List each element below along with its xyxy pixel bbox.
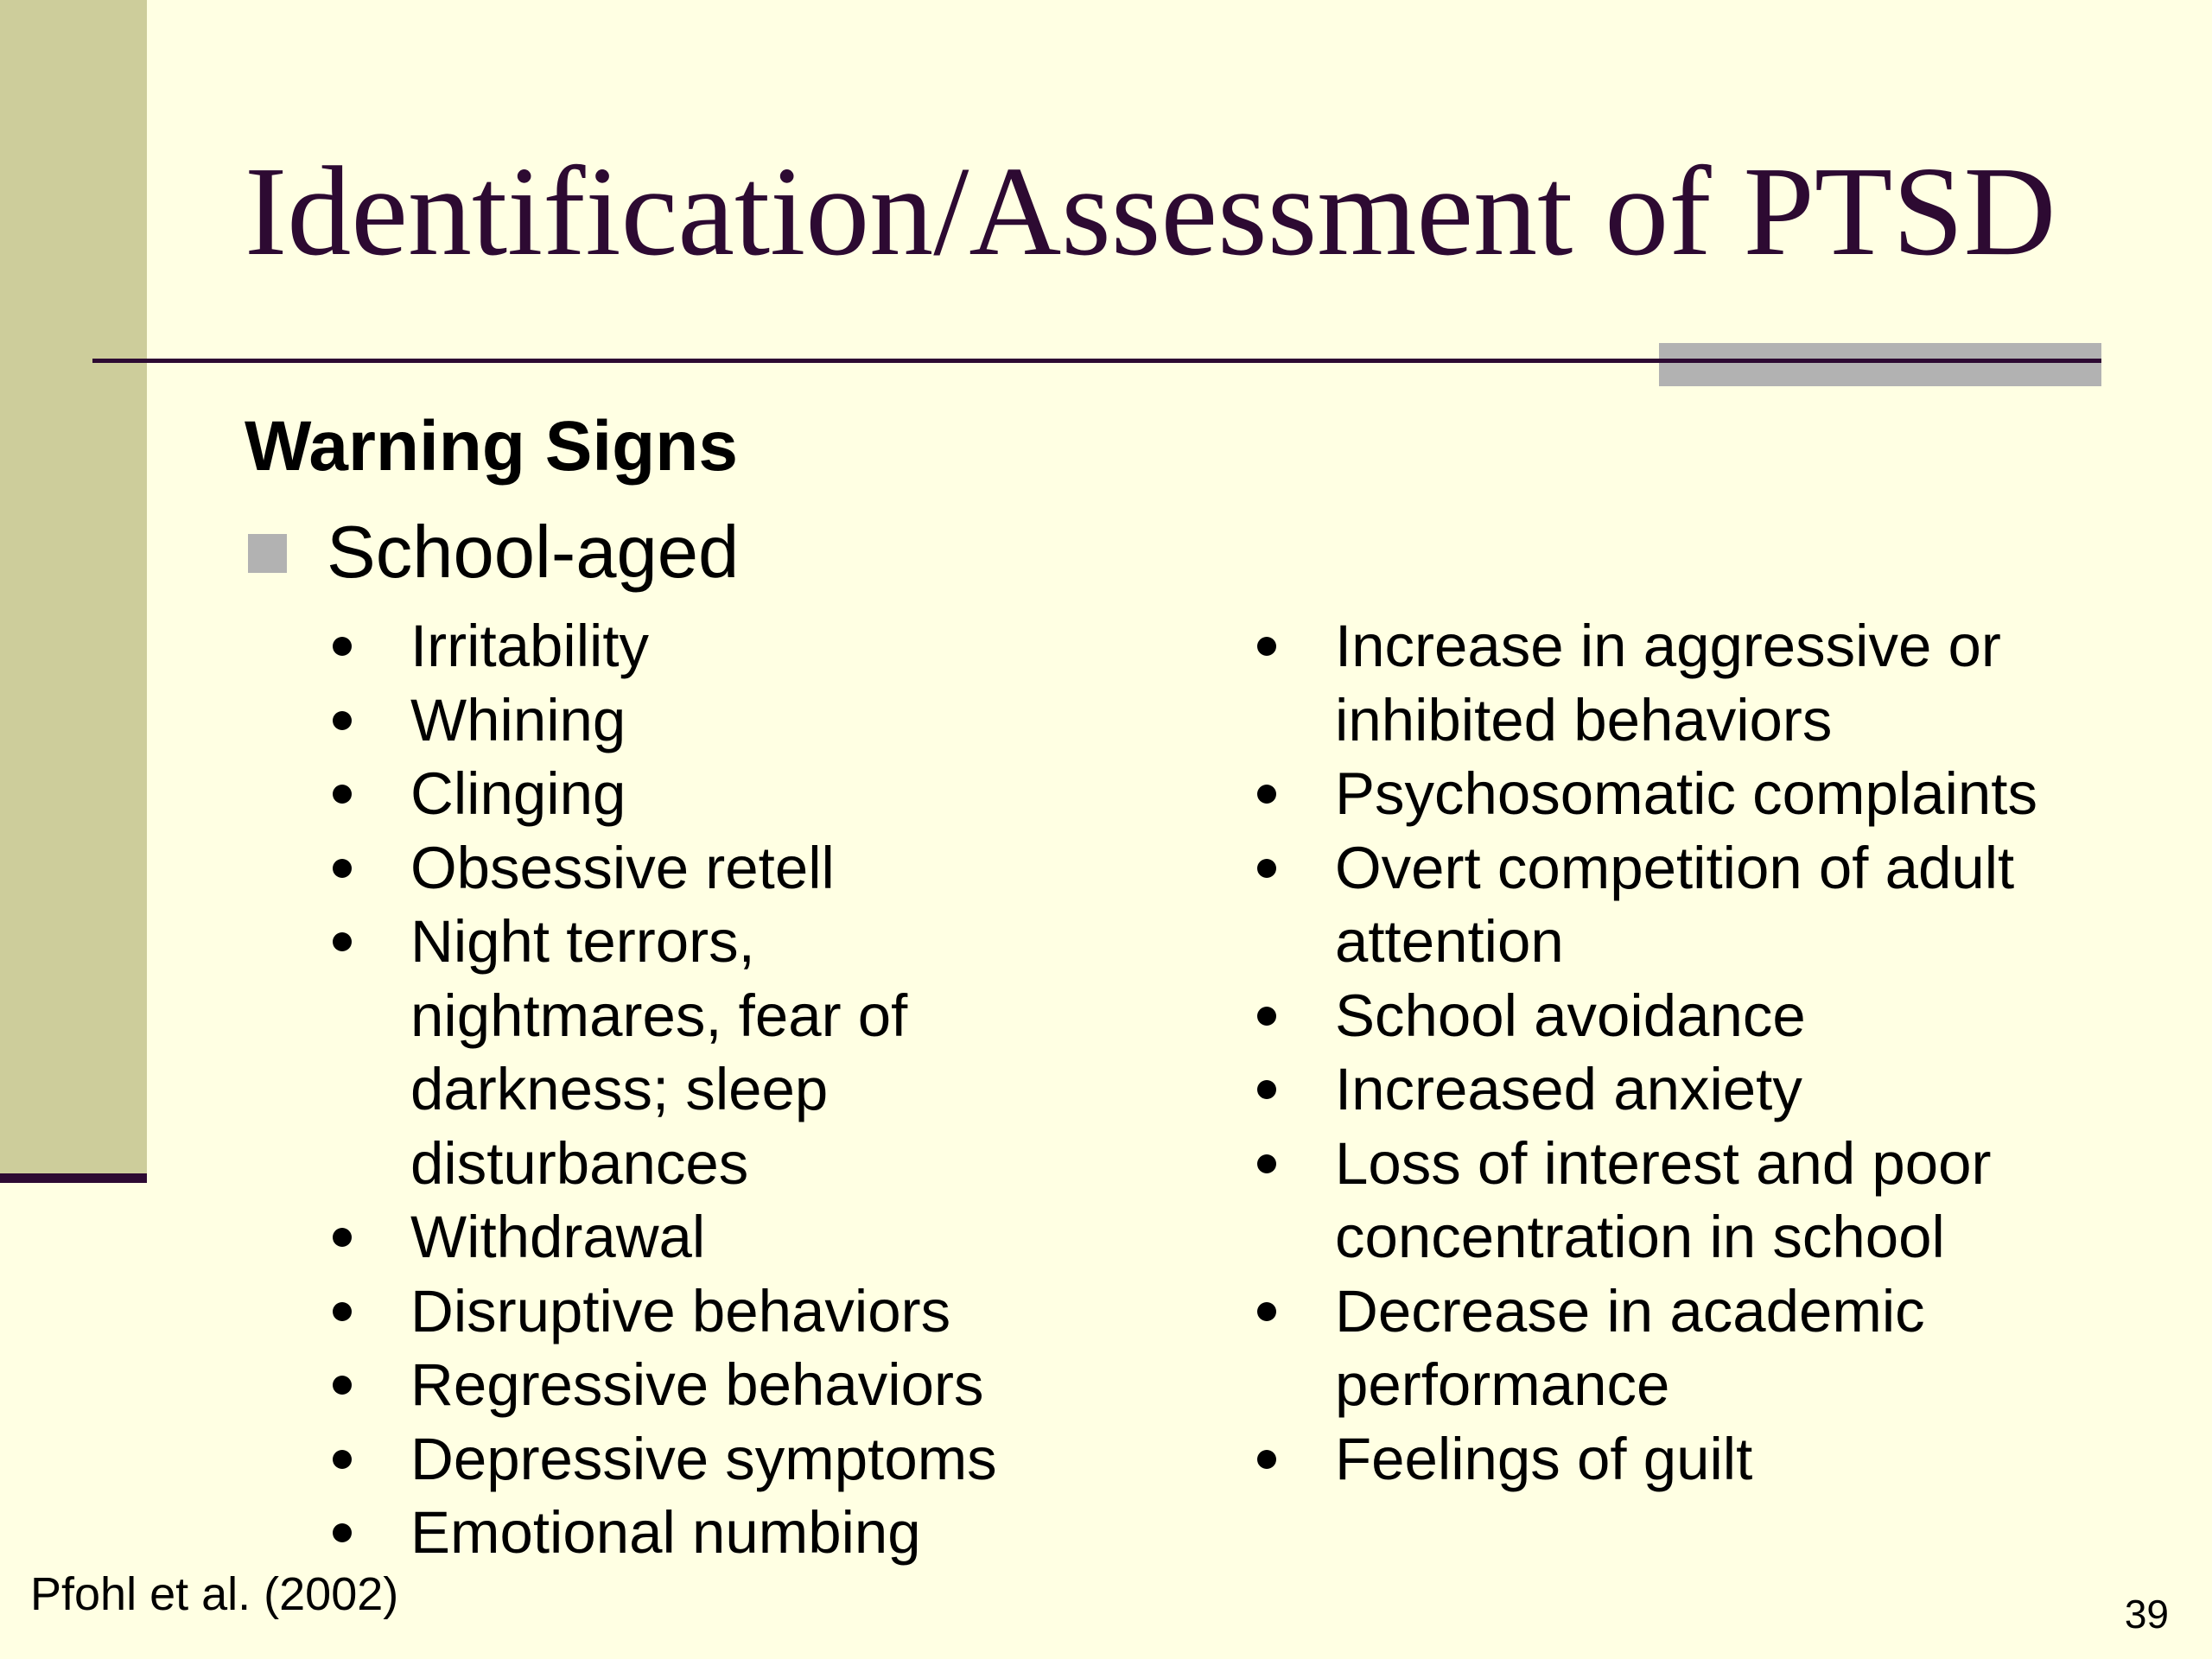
list-item-text: Loss of interest and poor concentration in school	[1335, 1129, 1992, 1270]
list-item	[324, 683, 1188, 758]
sub-heading: School-aged	[327, 512, 740, 594]
page-number: 39	[2124, 1592, 2169, 1637]
bullet-dot-icon	[333, 1523, 352, 1542]
bullet-dot-icon	[333, 1450, 352, 1469]
citation: Pfohl et al. (2002)	[30, 1568, 399, 1620]
list-item	[324, 1422, 1188, 1497]
bullet-dot-icon	[1257, 1080, 1276, 1099]
list-item	[1249, 1274, 2078, 1422]
bullet-dot-icon	[333, 1376, 352, 1395]
list-item	[324, 609, 1188, 683]
list-item-text: Feelings of guilt	[1335, 1425, 1753, 1492]
list-item-text: Regressive behaviors	[410, 1351, 984, 1418]
list-item-text: School avoidance	[1335, 982, 1806, 1049]
left-decorative-bar	[0, 0, 147, 1179]
bullet-dot-icon	[1257, 1154, 1276, 1173]
list-item	[324, 1348, 1188, 1422]
list-item	[324, 757, 1188, 831]
bullet-dot-icon	[333, 932, 352, 951]
bullet-dot-icon	[333, 1302, 352, 1321]
bullet-dot-icon	[333, 711, 352, 730]
list-item-text: Depressive symptoms	[410, 1425, 997, 1492]
list-item	[1249, 831, 2078, 979]
list-item	[324, 1496, 1188, 1570]
list-item-text: Whining	[410, 686, 626, 753]
square-bullet-icon	[248, 534, 287, 573]
list-item	[1249, 1422, 2139, 1497]
list-item-text: Increase in aggressive or inhibited behaviors	[1335, 613, 2001, 753]
list-item	[1249, 1127, 2078, 1274]
list-item-text: Psychosomatic complaints	[1335, 760, 2037, 827]
bullet-dot-icon	[333, 859, 352, 878]
list-item	[324, 1200, 1188, 1274]
bullet-dot-icon	[333, 785, 352, 804]
list-item-text: Night terrors, nightmares, fear of darkness; sleep disturbances	[410, 908, 908, 1197]
left-bar-underline	[0, 1173, 147, 1183]
title-rule-accent	[1659, 343, 2101, 386]
list-item-text: Increased anxiety	[1335, 1056, 1802, 1122]
list-item	[1249, 1052, 2139, 1127]
section-heading: Warning Signs	[245, 407, 738, 486]
left-bullet-list	[324, 609, 1188, 1570]
title-rule-accent-line	[1659, 359, 2101, 363]
bullet-dot-icon	[1257, 785, 1276, 804]
bullet-dot-icon	[1257, 637, 1276, 656]
list-item	[1249, 757, 2139, 831]
bullet-dot-icon	[333, 637, 352, 656]
list-item	[324, 1274, 1188, 1349]
bullet-dot-icon	[1257, 859, 1276, 878]
slide-title: Identification/Assessment of PTSD	[245, 141, 2056, 283]
list-item-text: Decrease in academic performance	[1335, 1277, 1925, 1418]
list-item-text: Withdrawal	[410, 1204, 706, 1270]
list-item-text: Obsessive retell	[410, 834, 835, 901]
list-item	[324, 831, 1188, 906]
bullet-dot-icon	[1257, 1302, 1276, 1321]
list-item	[1249, 979, 2139, 1053]
list-item-text: Overt competition of adult attention	[1335, 834, 2015, 975]
bullet-dot-icon	[1257, 1007, 1276, 1026]
bullet-dot-icon	[1257, 1450, 1276, 1469]
list-item	[324, 905, 1067, 1200]
list-item-text: Disruptive behaviors	[410, 1277, 951, 1344]
list-item	[1249, 609, 2078, 757]
list-item-text: Clinging	[410, 760, 626, 827]
bullet-dot-icon	[333, 1228, 352, 1247]
list-item-text: Irritability	[410, 613, 650, 679]
right-bullet-list	[1249, 609, 2139, 1496]
list-item-text: Emotional numbing	[410, 1499, 921, 1566]
